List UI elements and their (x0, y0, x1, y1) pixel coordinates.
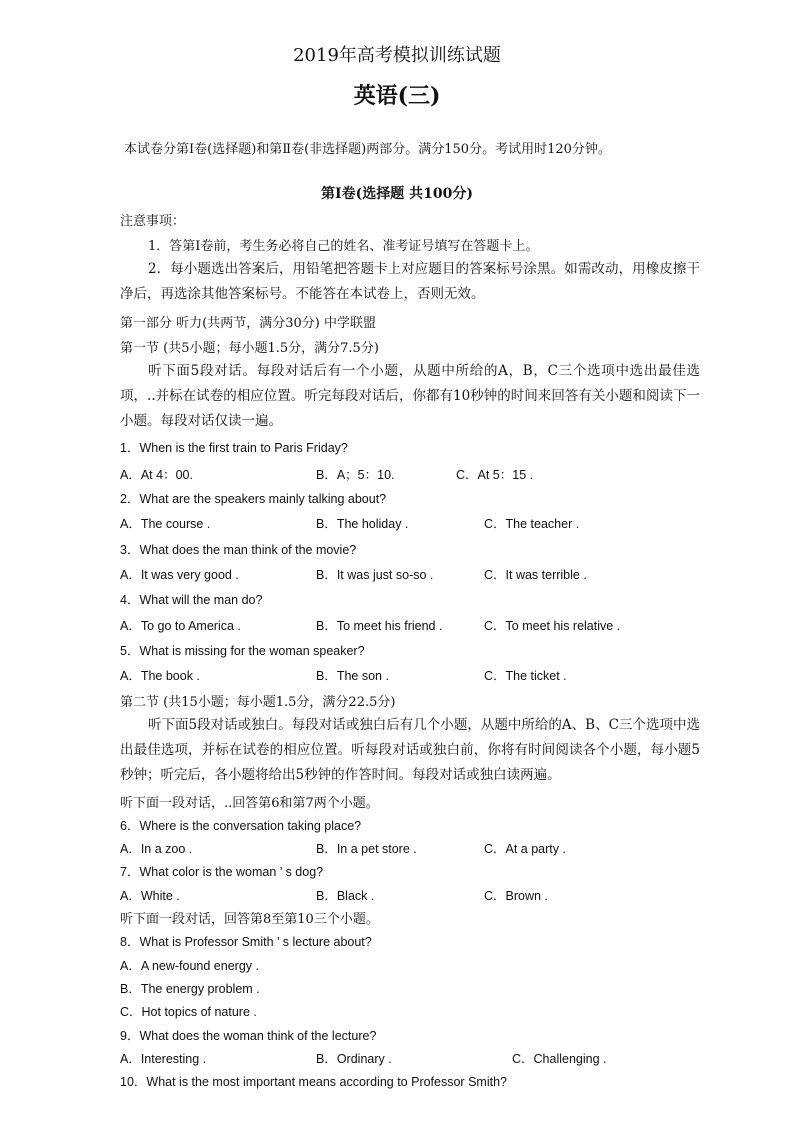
option-b: B．The son . (316, 669, 389, 683)
question-stem: 1．When is the first train to Paris Friday? (120, 441, 348, 455)
exam-intro: 本试卷分第Ⅰ卷(选择题)和第Ⅱ卷(非选择题)两部分。满分150分。考试用时120分钟。 (124, 142, 611, 157)
option-b: B．In a pet store . (316, 842, 417, 856)
question-stem: 10．What is the most important means according to Professor Smith? (120, 1075, 507, 1089)
exam-subject: 英语(三) (353, 83, 441, 109)
lead-in-8-10: 听下面一段对话，回答第8至第10三个小题。 (120, 912, 379, 927)
part1-heading: 第一部分 听力(共两节，满分30分) 中学联盟 (120, 316, 376, 331)
section1-instructions: 听下面5段对话。每段对话后有一个小题，从题中所给的A，B，C三个选项中选出最佳选项，..并标在试卷的相应位置。听完每段对话后，你都有10秒钟的时间来回答有关小题和阅读下一小题。每段对话仅读一遍。 (120, 363, 700, 429)
option-c: C．The ticket . (484, 669, 567, 683)
option-a: A．A new-found energy . (120, 959, 259, 973)
option-c: C．To meet his relative . (484, 619, 621, 633)
option-c: C．Hot topics of nature . (120, 1005, 257, 1019)
option-b: B．Ordinary . (316, 1052, 392, 1066)
option-a: A．At 4：00. (120, 468, 193, 482)
volume1-heading: 第Ⅰ卷(选择题 共100分) (321, 186, 473, 202)
option-b: B．It was just so-so . (316, 568, 434, 582)
note-1: 1．答第Ⅰ卷前，考生务必将自己的姓名、准考证号填写在答题卡上。 (148, 239, 539, 254)
option-c: C．It was terrible . (484, 568, 587, 582)
option-a: A．The course . (120, 517, 211, 531)
question-stem: 5．What is missing for the woman speaker? (120, 644, 365, 658)
option-a: A．It was very good . (120, 568, 239, 582)
option-c: C．The teacher . (484, 517, 580, 531)
section2-instructions: 听下面5段对话或独白。每段对话或独白后有几个小题，从题中所给的A、B、C三个选项中选出最佳选项，并标在试卷的相应位置。听每段对话或独白前，你将有时间阅读各个小题，每小题5秒钟；听完后，各小题将给出5秒钟的作答时间。每段对话或独白读两遍。 (120, 717, 700, 783)
option-a: A．To go to America . (120, 619, 241, 633)
option-b: B．The holiday . (316, 517, 409, 531)
lead-in-6-7: 听下面一段对话，..回答第6和第7两个小题。 (120, 796, 379, 811)
question-stem: 6．Where is the conversation taking place? (120, 819, 362, 833)
option-c: C．Challenging . (512, 1052, 607, 1066)
option-b: B．Black . (316, 889, 375, 903)
option-b: B．To meet his friend . (316, 619, 443, 633)
question-stem: 3．What does the man think of the movie? (120, 543, 357, 557)
section2-heading: 第二节 (共15小题；每小题1.5分，满分22.5分) (120, 695, 396, 710)
option-a: A．In a zoo . (120, 842, 193, 856)
option-c: C．At a party . (484, 842, 566, 856)
option-b: B．A；5：10. (316, 468, 395, 482)
option-b: B．The energy problem . (120, 982, 260, 996)
question-stem: 7．What color is the woman ’ s dog? (120, 865, 324, 879)
option-a: A．Interesting . (120, 1052, 207, 1066)
option-c: C．At 5：15 . (456, 468, 534, 482)
question-stem: 9．What does the woman think of the lecture? (120, 1029, 377, 1043)
note-2: 2．每小题选出答案后，用铅笔把答题卡上对应题目的答案标号涂黑。如需改动，用橡皮擦干净后，再选涂其他答案标号。不能答在本试卷上，否则无效。 (120, 261, 700, 302)
notes-title: 注意事项： (120, 214, 186, 229)
option-c: C．Brown . (484, 889, 548, 903)
section1-heading: 第一节 (共5小题；每小题1.5分，满分7.5分) (120, 341, 379, 356)
question-stem: 4．What will the man do? (120, 593, 263, 607)
option-a: A．White . (120, 889, 180, 903)
option-a: A．The book . (120, 669, 200, 683)
question-stem: 8．What is Professor Smith ’ s lecture about? (120, 935, 372, 949)
question-stem: 2．What are the speakers mainly talking about? (120, 492, 387, 506)
exam-title: 2019年高考模拟训练试题 (293, 45, 501, 66)
